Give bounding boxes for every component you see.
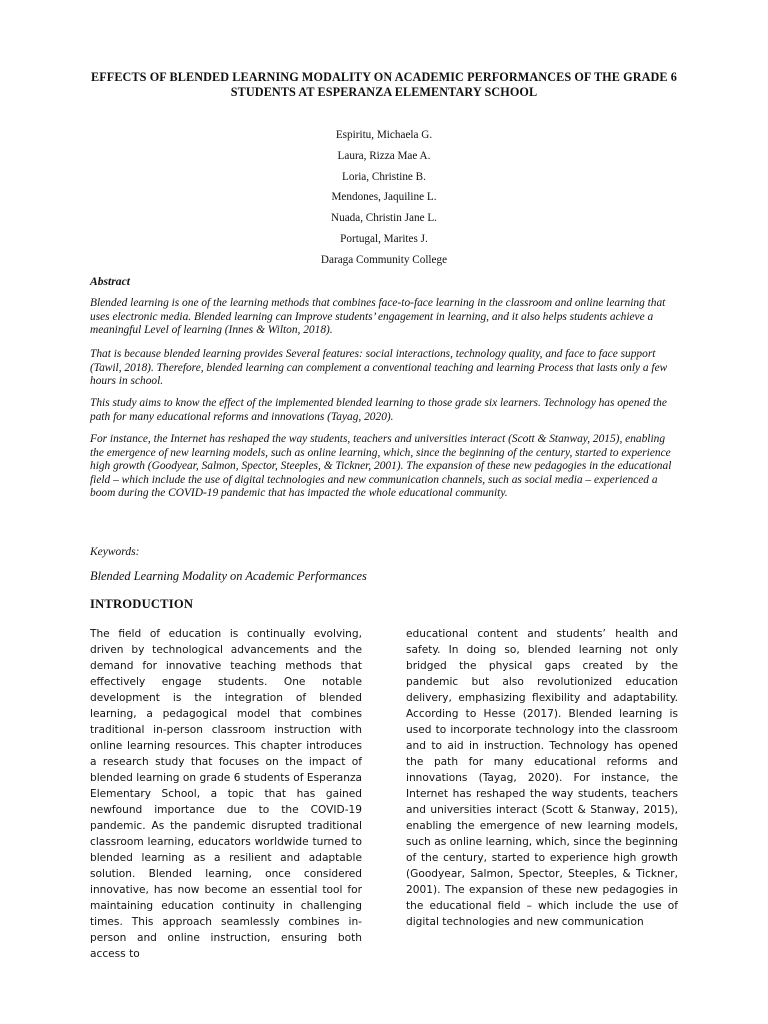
- keywords-text: Blended Learning Modality on Academic Performances: [90, 569, 367, 583]
- author-name: Portugal, Marites J.: [340, 232, 428, 245]
- abstract-paragraph: That is because blended learning provides Several features: social interactions, technology quality, and face to face support (Tawil, 2018). Therefore, blended learning can complement a conventional teaching and learning Process that lasts only a few hours in school.: [90, 348, 668, 388]
- author-name: Espiritu, Michaela G.: [335, 129, 433, 141]
- author-list: [184, 128, 584, 274]
- abstract-paragraph: For instance, the Internet has reshaped the way students, teachers and universities interact (Scott & Stanway, 2015), enabling the emergence of new learning models, such as online learning, which, since the beginning of the century, started to experience high growth (Goodyear, Salmon, Spector, Steeples, & Tickner, 2001). The expansion of these new pedagogies in the educational field – which include the use of digital technologies and new communication channels, such as social media – experienced a boom during the COVID-19 pandemic that has impacted the whole educational community.: [90, 433, 672, 500]
- abstract-heading: Abstract: [90, 275, 130, 288]
- keywords-heading: Keywords:: [90, 546, 140, 558]
- introduction-right-column: educational content and students’ health and safety. In doing so, blended learning not only bridged the physical gaps created by the pandemic but also revolutionized education delivery, emphasizing flexibility and adaptability. According to Hesse (2017). Blended learning is used to incorporate technology into the classroom and to aid in instruction. Technology has opened the path for many educational reforms and innovations (Tayag, 2020). For instance, the Internet has reshaped the way students, teachers and universities interact (Scott & Stanway, 2015), enabling the emergence of new learning models, such as online learning, which, since the beginning of the century, started to experience high growth (Goodyear, Salmon, Spector, Steeples, & Tickner, 2001). The expansion of these new pedagogies in the educational field – which include the use of digital technologies and new communication: [406, 628, 678, 928]
- author-name: Laura, Rizza Mae A.: [337, 149, 431, 162]
- paper-title: EFFECTS OF BLENDED LEARNING MODALITY ON ACADEMIC PERFORMANCES OF THE GRADE 6 STUDENTS AT ESPERANZA ELEMENTARY SCHOOL: [91, 70, 677, 99]
- author-name: Nuada, Christin Jane L.: [331, 212, 437, 225]
- abstract-paragraph: This study aims to know the effect of the implemented blended learning to those grade six learners. Technology has opened the path for many educational reforms and innovations (Tayag, 2020).: [90, 397, 667, 423]
- abstract-paragraph: Blended learning is one of the learning methods that combines face-to-face learning in the classroom and online learning that uses electronic media. Blended learning can Improve students’ engagement in learning, and it also helps students achieve a meaningful Level of learning (Innes & Wilton, 2018).: [90, 297, 666, 337]
- author-name: Loria, Christine B.: [342, 170, 426, 183]
- institution: Daraga Community College: [320, 253, 448, 266]
- introduction-left-column: The field of education is continually evolving, driven by technological advancements and the demand for innovative teaching methods that effectively engage students. One notable development is the integration of blended learning, a pedagogical model that combines traditional in-person classroom instruction with online learning resources. This chapter introduces a research study that focuses on the impact of blended learning on grade 6 students of Esperanza Elementary School, a topic that has gained newfound importance due to the COVID-19 pandemic. As the pandemic disrupted traditional classroom learning, educators worldwide turned to blended learning as a resilient and adaptable solution. Blended learning, once considered innovative, has now become an essential tool for maintaining education continuity in challenging times. This approach seamlessly combines in-person and online instruction, ensuring both access to: [90, 628, 362, 960]
- author-name: Mendones, Jaquiline L.: [331, 191, 437, 204]
- introduction-heading: INTRODUCTION: [90, 597, 194, 611]
